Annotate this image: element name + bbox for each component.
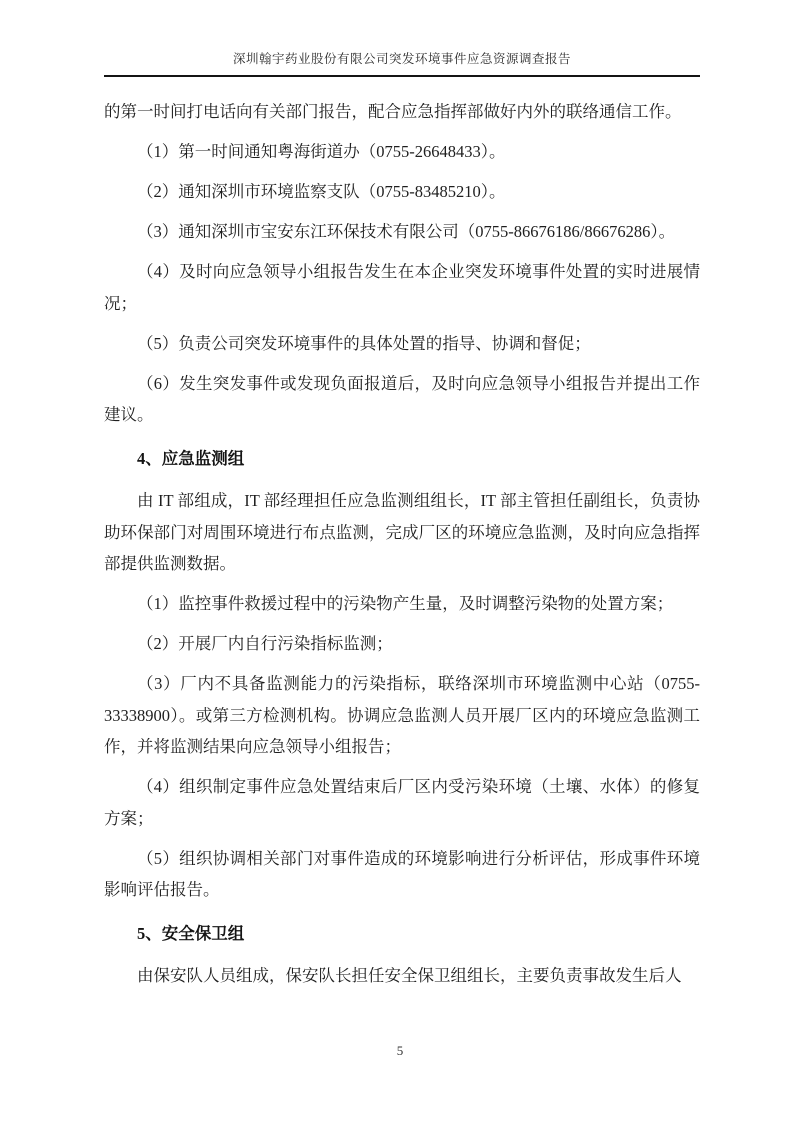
paragraph: 由保安队人员组成，保安队长担任安全保卫组组长，主要负责事故发生后人 bbox=[137, 966, 682, 985]
paragraph: （5）负责公司突发环境事件的具体处置的指导、协调和督促； bbox=[137, 333, 591, 353]
paragraph: （3）通知深圳市宝安东江环保技术有限公司（0755-86676186/86676286）。 bbox=[137, 222, 676, 241]
paragraph: （1）监控事件救援过程中的污染物产生量，及时调整污染物的处置方案； bbox=[137, 594, 674, 613]
page-header bbox=[104, 50, 700, 77]
section-heading: 4、应急监测组 bbox=[137, 448, 245, 468]
document-header-title: 深圳翰宇药业股份有限公司突发环境事件应急资源调查报告 bbox=[104, 50, 700, 77]
paragraph: （2）开展厂内自行污染指标监测； bbox=[137, 634, 393, 653]
paragraph: （4）组织制定事件应急处置结束后厂区内受污染环境（土壤、水体）的修复方案； bbox=[104, 777, 700, 828]
section-heading: 5、安全保卫组 bbox=[137, 923, 245, 943]
paragraph: （3）厂内不具备监测能力的污染指标，联络深圳市环境监测中心站（0755-33338900）。或第三方检测机构。协调应急监测人员开展厂区内的环境应急监测工作，并将监测结果向应急领导小组报告； bbox=[104, 674, 700, 756]
paragraph: （2）通知深圳市环境监察支队（0755-83485210）。 bbox=[137, 182, 506, 201]
page-number: 5 bbox=[396, 1043, 404, 1058]
paragraph: （6）发生突发事件或发现负面报道后，及时向应急领导小组报告并提出工作建议。 bbox=[104, 373, 700, 424]
paragraph: （5）组织协调相关部门对事件造成的环境影响进行分析评估，形成事件环境影响评估报告。 bbox=[104, 848, 700, 899]
paragraph: （1）第一时间通知粤海街道办（0755-26648433）。 bbox=[137, 142, 506, 161]
paragraph: （4）及时向应急领导小组报告发生在本企业突发环境事件处置的实时进展情况； bbox=[104, 262, 700, 313]
paragraph: 由 IT 部组成，IT 部经理担任应急监测组组长，IT 部主管担任副组长，负责协助环保部门对周围环境进行布点监测，完成厂区的环境应急监测，及时向应急指挥部提供监测数据。 bbox=[104, 491, 700, 573]
paragraph: 的第一时间打电话向有关部门报告，配合应急指挥部做好内外的联络通信工作。 bbox=[104, 102, 682, 121]
document-body bbox=[104, 96, 700, 1000]
